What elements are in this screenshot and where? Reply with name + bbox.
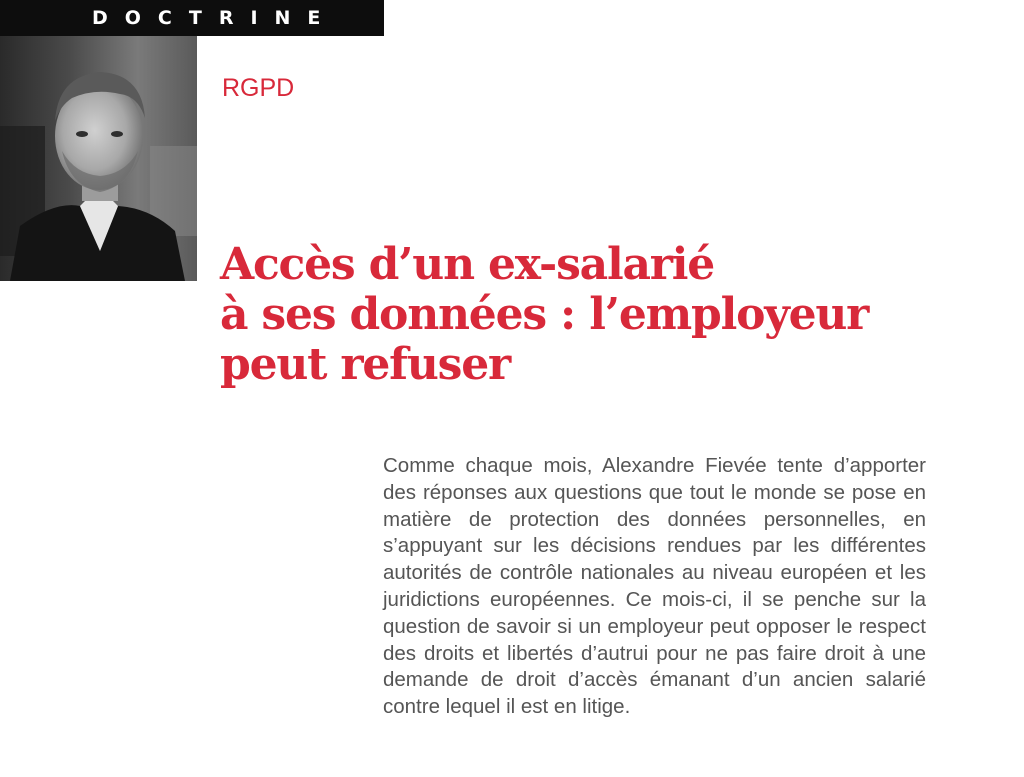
rubric-label: RGPD xyxy=(222,74,295,102)
headline-line: à ses données : l’employeur xyxy=(220,289,869,340)
author-portrait xyxy=(0,36,197,281)
article-lede: Comme chaque mois, Alexandre Fievée tente d’apporter des réponses aux questions que tout le monde se pose en matière de protection des données personnelles, en s’appuyant sur les décisions rendues par les différentes autorités de contrôle nationales au niveau européen et les juridictions européennes. Ce mois-ci, il se penche sur la question de savoir si un employeur peut opposer le respect des droits et libertés d’autrui pour ne pas faire droit à une demande de droit d’accès émanant d’un ancien salarié contre lequel il est en litige. xyxy=(383,454,926,719)
section-banner xyxy=(0,0,384,36)
headline-line: peut refuser xyxy=(220,339,511,390)
article-headline xyxy=(220,240,1010,390)
section-label: DOCTRINE xyxy=(92,7,338,29)
headline-line: Accès d’un ex-salarié xyxy=(220,239,715,290)
